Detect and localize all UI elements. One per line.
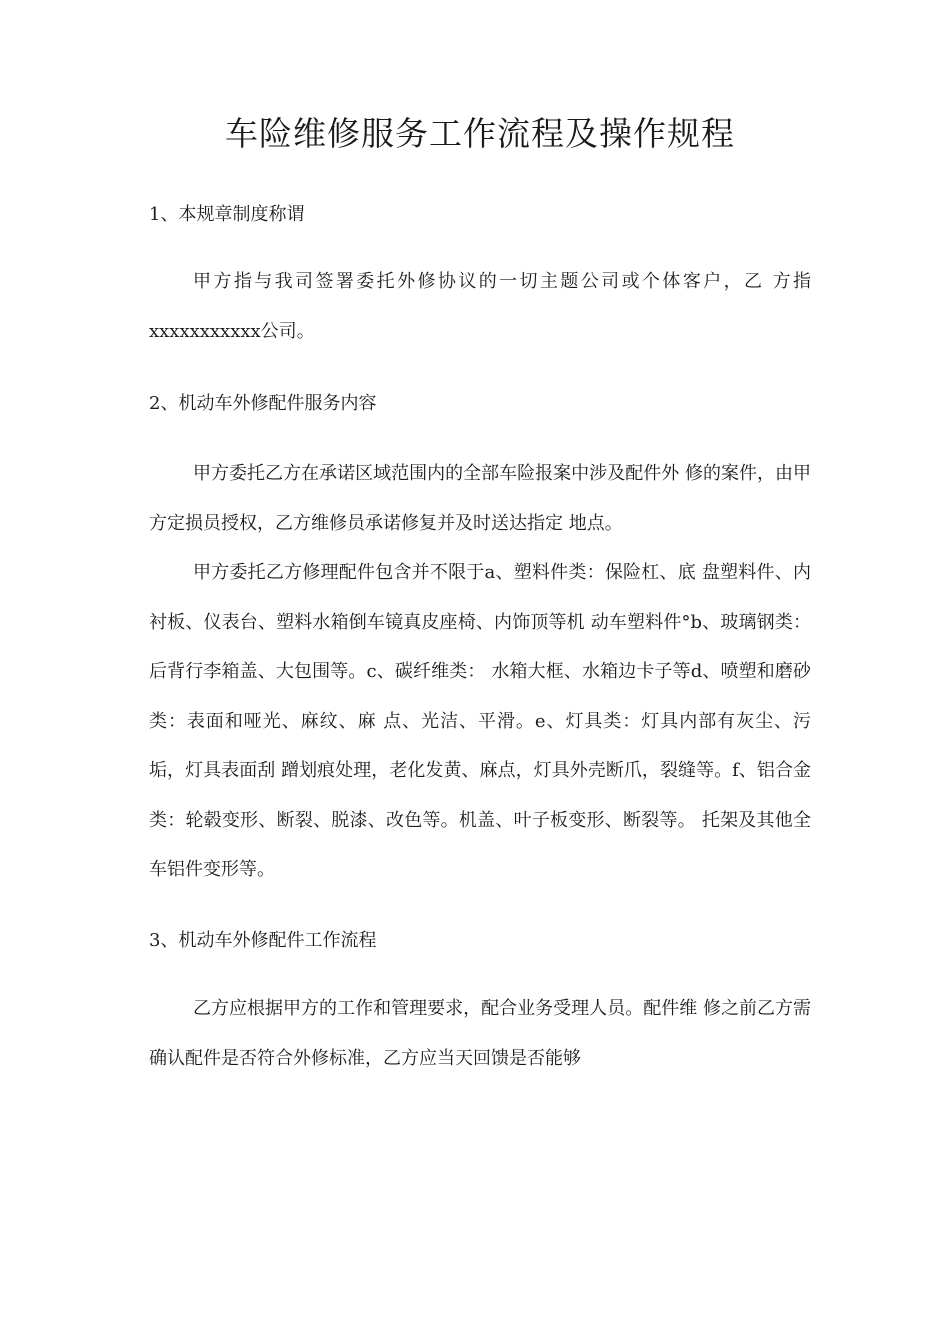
section-2-paragraph-2: 甲方委托乙方修理配件包含并不限于a、塑料件类：保险杠、底 盘塑料件、内衬板、仪表台、塑料水箱倒车镜真皮座椅、内饰顶等机 动车塑料件°b、玻璃钢类：后背行李箱盖、大包围等。c、碳纤维类： 水箱大框、水箱边卡子等d、喷塑和磨砂类：表面和哑光、麻纹、麻 点、光洁、平滑。e、灯具类：灯具内部有灰尘、污垢，灯具表面刮 蹭划痕处理，老化发黄、麻点，灯具外壳断爪，裂缝等。f、铝合金 类：轮毂变形、断裂、脱漆、改色等。机盖、叶子板变形、断裂等。 托架及其他全车铝件变形等。: [149, 562, 811, 880]
section-heading-3: 3、机动车外修配件工作流程: [149, 930, 377, 951]
document-title: 车险维修服务工作流程及操作规程: [225, 114, 735, 153]
section-2-paragraph-1: 甲方委托乙方在承诺区域范围内的全部车险报案中涉及配件外 修的案件，由甲方定损员授权，乙方维修员承诺修复并及时送达指定 地点。: [149, 463, 811, 534]
section-1-paragraph-1: 甲方指与我司签署委托外修协议的一切主题公司或个体客户，乙 方指xxxxxxxxxxx公司。: [149, 271, 811, 342]
section-heading-1: 1、本规章制度称谓: [149, 204, 305, 225]
section-3-paragraph-1: 乙方应根据甲方的工作和管理要求，配合业务受理人员。配件维 修之前乙方需确认配件是否符合外修标准，乙方应当天回馈是否能够: [149, 998, 811, 1069]
section-heading-2: 2、机动车外修配件服务内容: [149, 393, 377, 414]
